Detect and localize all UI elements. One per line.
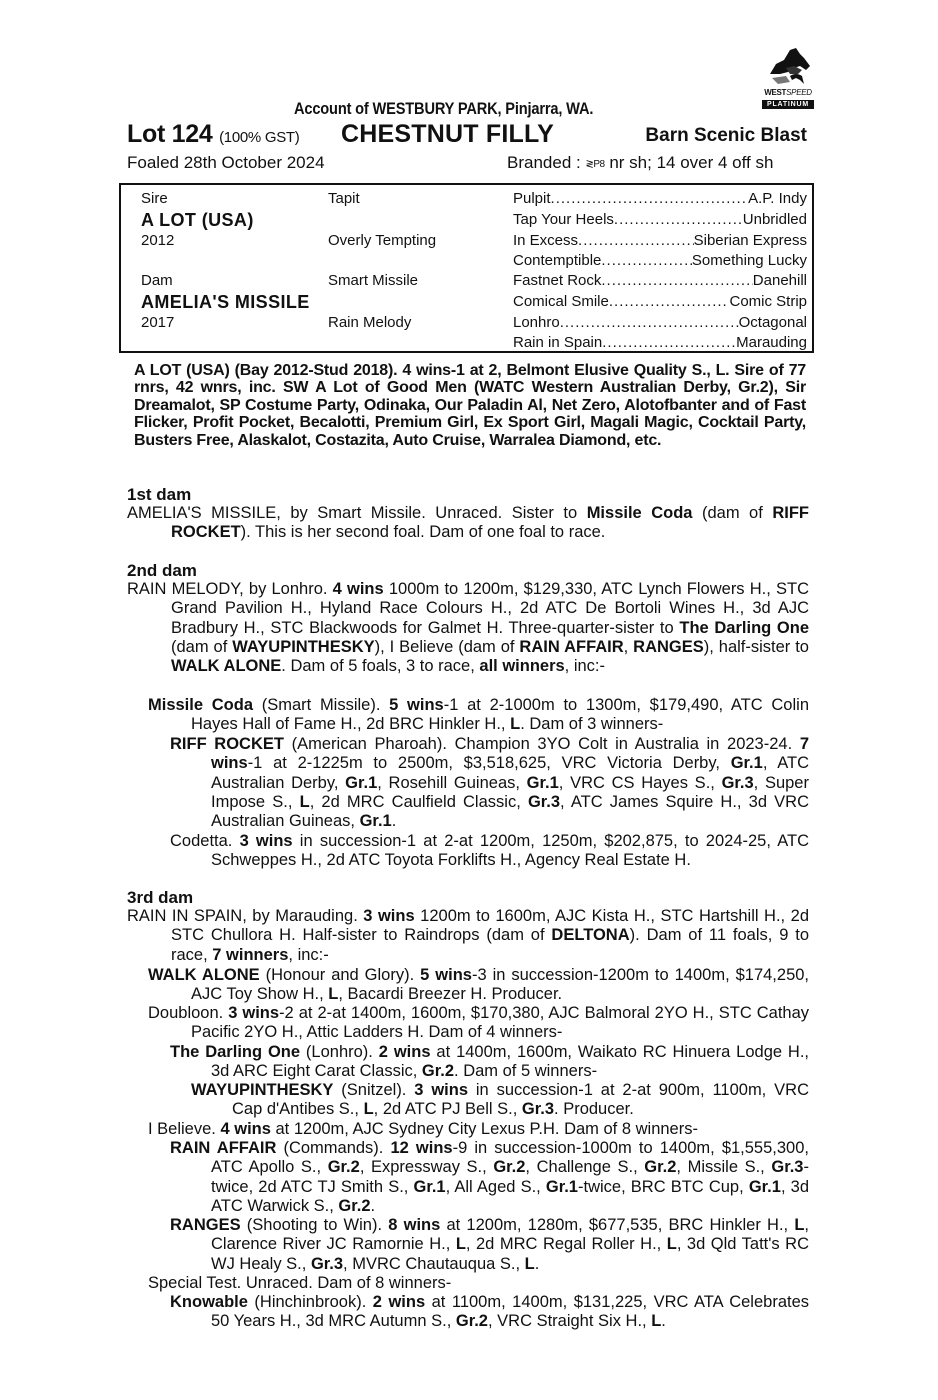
dam-name: AMELIA'S MISSILE bbox=[141, 292, 310, 312]
progeny-ranges: RANGES (Shooting to Win). 8 wins at 1200m, 1280m, $677,535, BRC Hinkler H., L, Clarence River JC Ramornie H., L, 2d MRC Regal Roller H., L, 3d Qld Tatt's RC WJ Healy S., Gr.3, MVRC Chautauqua S., L. bbox=[170, 1216, 809, 1273]
second-dam-paragraph: RAIN MELODY, by Lonhro. 4 wins 1000m to 1200m, $129,330, ATC Lynch Flowers H., STC Grand Pavilion H., Hyland Race Colours H., 2d ATC De Bortoli Wines H., 3d AJC Bradbury H., STC Blackwoods for Galmet H. Three-quarter-sister to The Darling One (dam of WAYUPINTHESKY), I Believe (dam of RAIN AFFAIR, RANGES), half-sister to WALK ALONE. Dam of 5 foals, 3 to race, all winners, inc:- bbox=[127, 580, 809, 676]
gen3-row: Fastnet Rock ..... Danehill bbox=[513, 271, 807, 291]
progeny-walk-alone: WALK ALONE (Honour and Glory). 5 wins-3 in succession-1200m to 1400m, $174,250, AJC Toy Show H., L, Bacardi Breezer H. Producer. bbox=[148, 966, 810, 1004]
gen3-row: Rain in Spain ..... Marauding bbox=[513, 333, 807, 353]
progeny-codetta: Codetta. 3 wins in succession-1 at 2-at 1200m, 1250m, $202,875, to 2024-25, ATC Schweppes H., 2d ATC Toyota Forklifts H., Agency Real Estate H. bbox=[170, 832, 809, 870]
second-dam-heading: 2nd dam bbox=[127, 561, 197, 580]
brand-info: Branded : ≷P8 nr sh; 14 over 4 off sh bbox=[507, 153, 774, 172]
sire-year: 2012 bbox=[141, 232, 175, 249]
third-dam-paragraph: RAIN IN SPAIN, by Marauding. 3 wins 1200m to 1600m, AJC Kista H., STC Hartshill H., 2d STC Chullora H. Half-sister to Raindrops (dam of DELTONA). Dam of 11 foals, 9 to race, 7 winners, inc:- bbox=[127, 907, 810, 964]
gen3-row: Lonhro ..... Octagonal bbox=[513, 313, 807, 333]
first-dam-paragraph: AMELIA'S MISSILE, by Smart Missile. Unraced. Sister to Missile Coda (dam of RIFF ROCKET). This is her second foal. Dam of one foal to race. bbox=[127, 504, 809, 542]
gen3-row: In Excess ..... Siberian Express bbox=[513, 231, 807, 251]
third-dam-heading: 3rd dam bbox=[127, 888, 194, 907]
brand-mark-icon: ≷P8 bbox=[585, 159, 605, 170]
progeny-i-believe: I Believe. 4 wins at 1200m, AJC Sydney City Lexus P.H. Dam of 8 winners- bbox=[148, 1120, 698, 1138]
barn-location: Barn Scenic Blast bbox=[645, 125, 807, 146]
sire-label: Sire bbox=[141, 190, 168, 207]
progeny-wayupinthesky: WAYUPINTHESKY (Snitzel). 3 wins in succession-1 at 2-at 900m, 1100m, VRC Cap d'Antibes S., L, 2d ATC PJ Bell S., Gr.3. Producer. bbox=[191, 1081, 809, 1119]
vendor-account: Account of WESTBURY PARK, Pinjarra, WA. bbox=[294, 99, 594, 118]
first-dam-heading: 1st dam bbox=[127, 485, 192, 504]
horse-jockey-icon bbox=[760, 46, 816, 88]
progeny-the-darling-one: The Darling One (Lonhro). 2 wins at 1400m, 1600m, Waikato RC Hinuera Lodge H., 3d ARC Eight Carat Classic, Gr.2. Dam of 5 winners- bbox=[170, 1043, 810, 1081]
sire-name: A LOT (USA) bbox=[141, 210, 254, 230]
lot-number: Lot 124 (100% GST) bbox=[127, 120, 300, 148]
gst-note: (100% GST) bbox=[219, 129, 300, 146]
progeny-knowable: Knowable (Hinchinbrook). 2 wins at 1100m, 1400m, $131,225, VRC ATA Celebrates 50 Years H., 3d MRC Autumn S., Gr.2, VRC Straight Six H., L. bbox=[170, 1293, 810, 1331]
progeny-riff-rocket: RIFF ROCKET (American Pharoah). Champion 3YO Colt in Australia in 2023-24. 7 wins-1 at 2-1225m to 2500m, $3,518,625, VRC Victoria Derby, Gr.1, ATC Australian Derby, Gr.1, Rosehill Guineas, Gr.1, VRC CS Hayes S., Gr.3, Super Impose S., L, 2d MRC Caulfield Classic, Gr.3, ATC James Squire H., 3d VRC Australian Guineas, Gr.1. bbox=[170, 735, 809, 831]
progeny-missile-coda: Missile Coda (Smart Missile). 5 wins-1 at 2-1000m to 1300m, $179,490, ATC Colin Hayes Hall of Fame H., 2d BRC Hinkler H., L. Dam of 3 winners- bbox=[148, 696, 809, 734]
dam-year: 2017 bbox=[141, 314, 175, 331]
gen3-row: Comical Smile ..... Comic Strip bbox=[513, 292, 807, 312]
gen3-row: Contemptible ..... Something Lucky bbox=[513, 251, 807, 271]
westspeed-logo bbox=[760, 46, 816, 116]
gen3-row: Tap Your Heels ..... Unbridled bbox=[513, 210, 807, 230]
sire-dam: Overly Tempting bbox=[328, 232, 437, 249]
progeny-doubloon: Doubloon. 3 wins-2 at 2-at 1400m, 1600m, $170,380, AJC Balmoral 2YO H., STC Cathay Pacific 2YO H., Attic Ladders H. Dam of 4 winners- bbox=[148, 1004, 810, 1042]
horse-description: CHESTNUT FILLY bbox=[341, 120, 554, 148]
progeny-special-test: Special Test. Unraced. Dam of 8 winners- bbox=[148, 1274, 452, 1292]
dam-dam: Rain Melody bbox=[328, 314, 412, 331]
pedigree-table bbox=[119, 183, 814, 353]
sire-summary: A LOT (USA) (Bay 2012-Stud 2018). 4 wins-1 at 2, Belmont Elusive Quality S., L. Sire of 77 rnrs, 42 wnrs, inc. SW A Lot of Good Men (WATC Western Australian Derby, Gr.2), Sir Dreamalot, SP Costume Party, Odinaka, Our Paladin Al, Net Zero, Alotofbanter and of Fast Flicker, Profit Pocket, Becalotti, Premium Girl, Ex Sport Girl, Magali Magic, Cocktail Party, Busters Free, Alaskalot, Costazita, Auto Cruise, Warralea Diamond, etc. bbox=[134, 362, 806, 449]
dam-label: Dam bbox=[141, 272, 173, 289]
logo-tier-badge: PLATINUM bbox=[762, 100, 814, 109]
gen3-row: Pulpit ..... A.P. Indy bbox=[513, 189, 807, 209]
logo-wordmark: WESTSPEED bbox=[764, 88, 812, 97]
sire-sire: Tapit bbox=[328, 190, 360, 207]
progeny-rain-affair: RAIN AFFAIR (Commands). 12 wins-9 in succession-1000m to 1400m, $1,555,300, ATC Apollo S., Gr.2, Expressway S., Gr.2, Challenge S., Gr.2, Missile S., Gr.3-twice, 2d ATC TJ Smith S., Gr.1, All Aged S., Gr.1-twice, BRC BTC Cup, Gr.1, 3d ATC Warwick S., Gr.2. bbox=[170, 1139, 809, 1215]
foaling-date: Foaled 28th October 2024 bbox=[127, 153, 325, 172]
lot-header bbox=[127, 120, 809, 150]
dam-sire: Smart Missile bbox=[328, 272, 419, 289]
